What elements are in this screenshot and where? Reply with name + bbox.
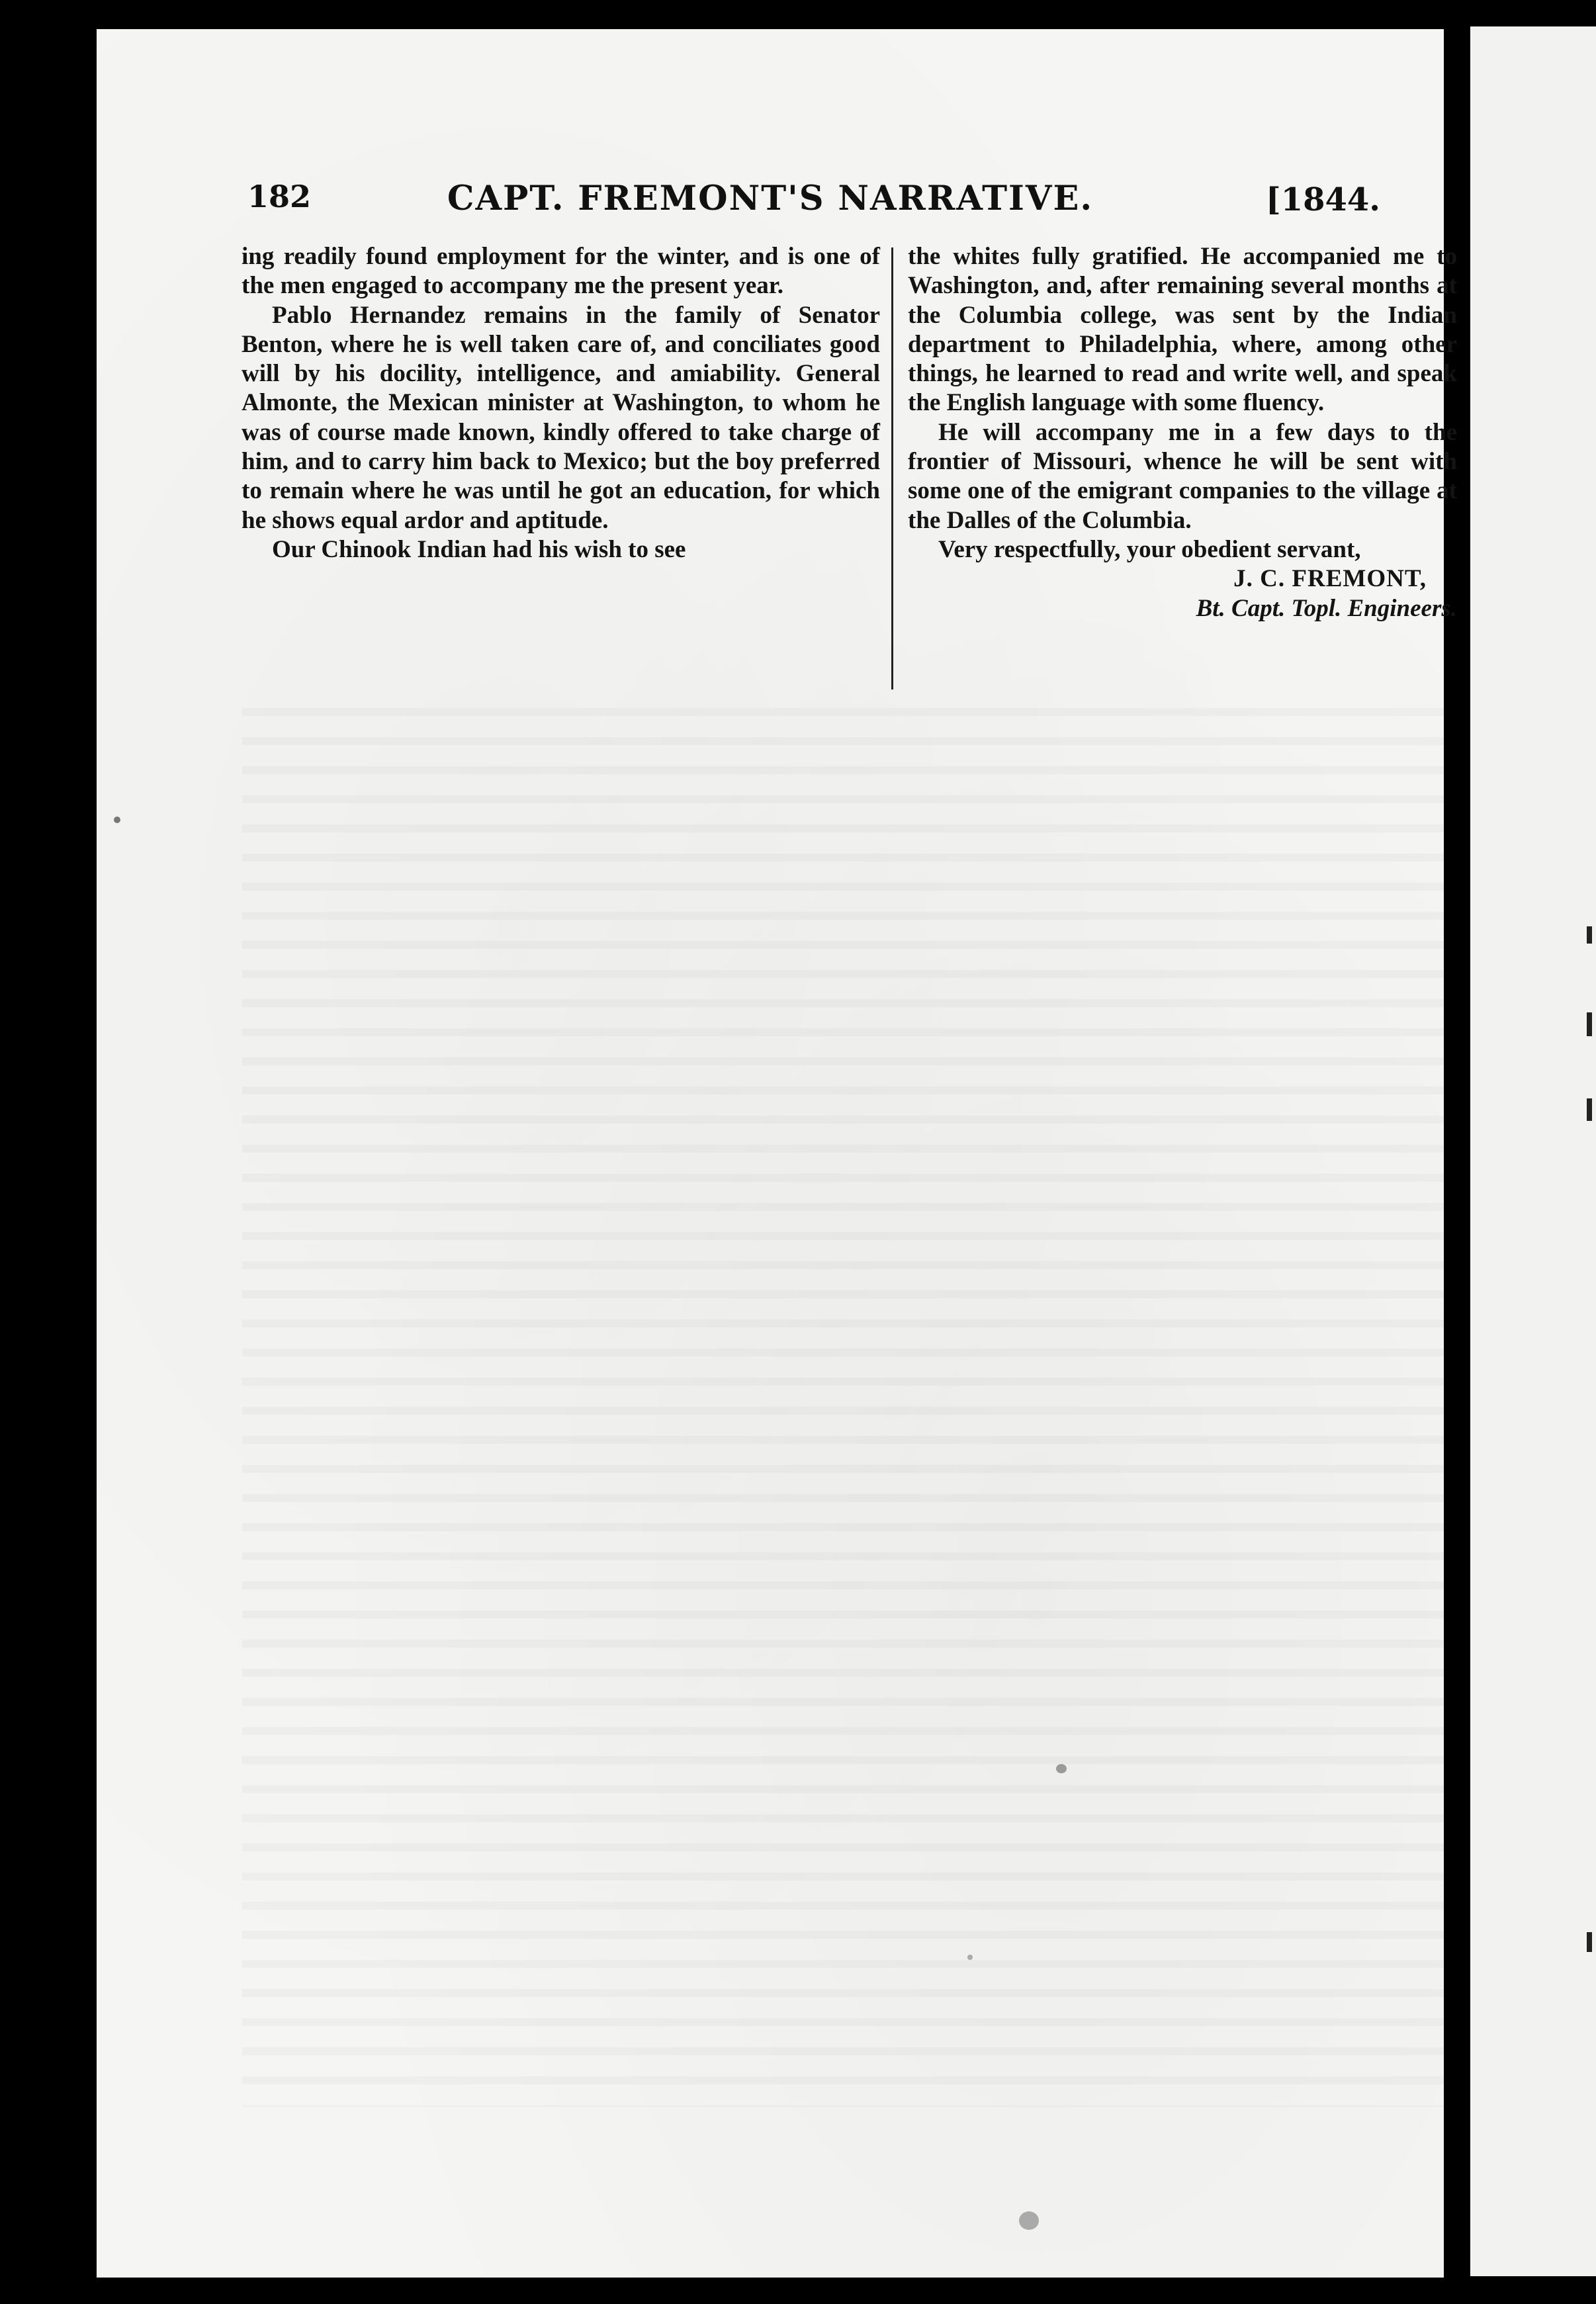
bleed-through-text — [242, 691, 1460, 2107]
paragraph: the whites fully gratified. He accompanied me to Washington, and, after remaining several months at the Columbia college, was sent by the Indian department to Philadelphia, where, among other things, he learned to read and write well, and speak the English language with some fluency. — [908, 243, 1457, 417]
paragraph: He will accompany me in a few days to the frontier of Missouri, whence he will be sent with some one of the emigrant companies to the village at the Dalles of the Columbia. — [908, 418, 1457, 534]
left-column — [242, 242, 880, 564]
signature-title: Bt. Capt. Topl. Engineers. — [1196, 594, 1457, 622]
facing-page-mark — [1587, 926, 1592, 944]
facing-page-mark — [1587, 1012, 1592, 1036]
facing-page-mark — [1587, 1098, 1592, 1121]
signature-block — [908, 564, 1457, 623]
signature-name: J. C. FREMONT, — [1233, 565, 1427, 593]
paper-speck — [1056, 1764, 1067, 1773]
paragraph: Our Chinook Indian had his wish to see — [272, 535, 686, 563]
paper-speck — [1019, 2211, 1039, 2230]
right-column — [908, 242, 1457, 623]
paper-speck — [967, 1955, 973, 1960]
page-number: 182 — [247, 179, 312, 214]
column-divider — [891, 247, 893, 689]
paragraph: ing readily found employment for the winter, and is one of the men engaged to accompany me the present year. — [242, 243, 880, 300]
closing-line: Very respectfully, your obedient servant, — [938, 535, 1361, 563]
paragraph: Pablo Hernandez remains in the family of Senator Benton, where he is well taken care of, and conciliates good will by his docility, intelligence, and amiability. General Almonte, the Mexican minister at Washington, to whom he was of course made known, kindly offered to take charge of him, and to carry him back to Mexico; but the boy preferred to remain where he was until he got an education, for which he shows equal ardor and aptitude. — [242, 301, 880, 534]
running-title: CAPT. FREMONT'S NARRATIVE. — [447, 179, 1094, 218]
paper-speck — [114, 817, 120, 823]
page-header — [97, 179, 1444, 225]
scanned-page — [97, 29, 1457, 2278]
facing-page-mark — [1587, 1932, 1592, 1952]
facing-page-edge — [1470, 26, 1596, 2276]
year-mark: [1844. — [1265, 181, 1380, 218]
